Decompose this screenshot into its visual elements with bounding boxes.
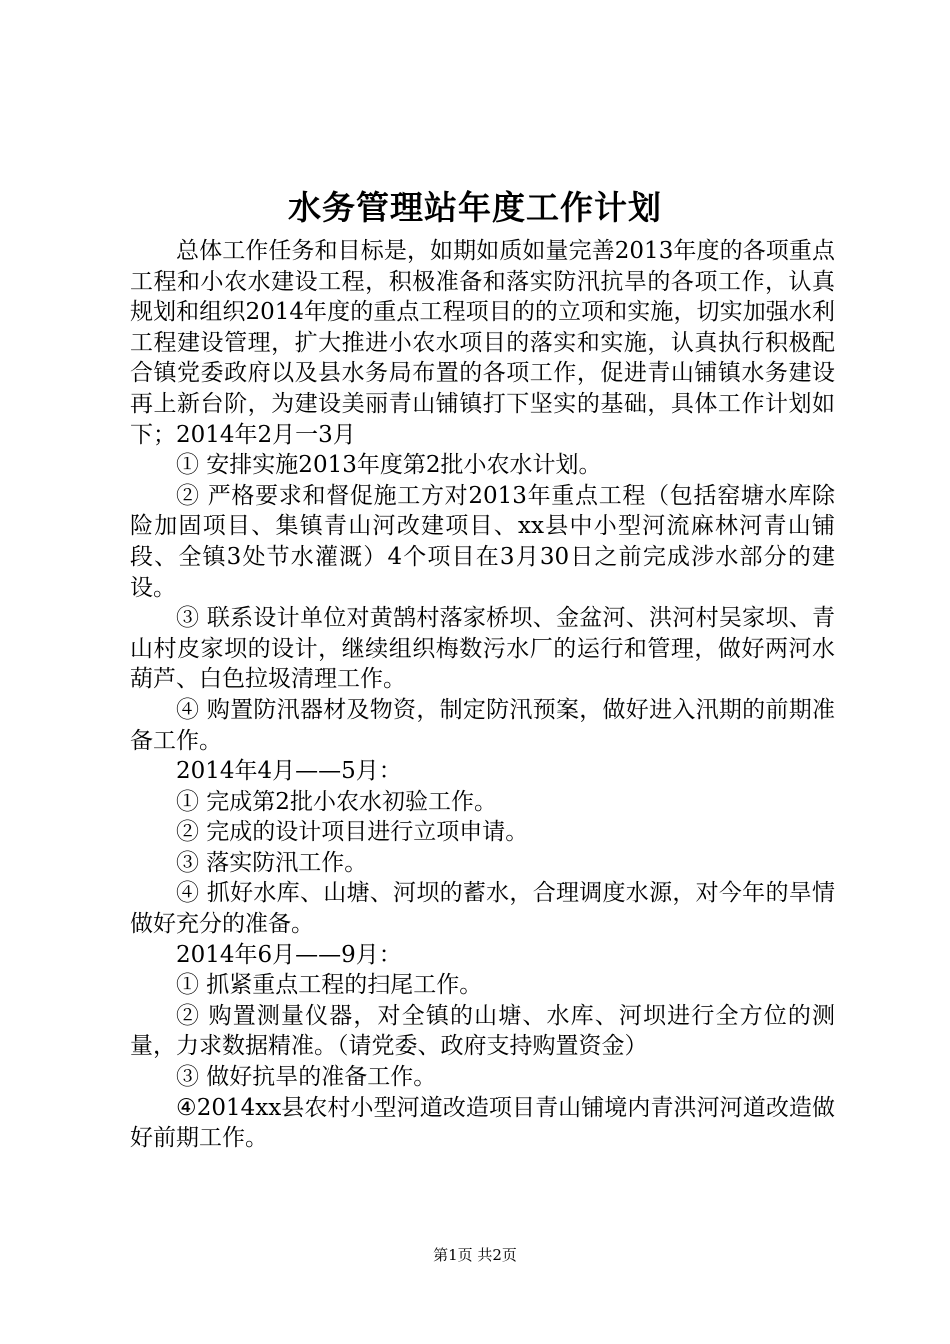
paragraph-item: ① 抓紧重点工程的扫尾工作。 <box>176 972 483 999</box>
paragraph-item: ④ 抓好水库、山塘、河坝的蓄水，合理调度水源，对今年的旱情做好充分的准备。 <box>130 880 835 938</box>
paragraph-item: ③ 落实防汛工作。 <box>176 849 368 876</box>
paragraph-item: ② 严格要求和督促施工方对2013年重点工程（包括窑塘水库除险加固项目、集镇青山河改建项目、xx县中小型河流麻林河青山铺段、全镇3处节水灌溉）4个项目在3月30日之前完成涉水部分的建设。 <box>130 482 835 601</box>
page-footer: 第1页 共2页 <box>433 1246 517 1264</box>
document-body <box>130 236 835 1154</box>
paragraph-item: ① 安排实施2013年度第2批小农水计划。 <box>176 452 602 479</box>
document-title: 水务管理站年度工作计划 <box>288 188 662 227</box>
paragraph-item: ① 完成第2批小农水初验工作。 <box>176 788 497 815</box>
paragraph-item: ④ 购置防汛器材及物资，制定防汛预案，做好进入汛期的前期准备工作。 <box>130 696 835 754</box>
paragraph-item: ③ 联系设计单位对黄鹄村落家桥坝、金盆河、洪河村吴家坝、青山村皮家坝的设计，继续组织梅数污水厂的运行和管理，做好两河水葫芦、白色拉圾清理工作。 <box>130 605 835 693</box>
paragraph-item: ④2014xx县农村小型河道改造项目青山铺境内青洪河河道改造做好前期工作。 <box>130 1094 835 1152</box>
paragraph-item: ② 购置测量仪器，对全镇的山塘、水库、河坝进行全方位的测量，力求数据精准。（请党委、政府支持购置资金） <box>130 1002 835 1060</box>
section-heading: 2014年6月——9月： <box>176 941 402 968</box>
paragraph-item: ③ 做好抗旱的准备工作。 <box>176 1064 437 1091</box>
paragraph-item: ② 完成的设计项目进行立项申请。 <box>176 819 529 846</box>
paragraph-overview: 总体工作任务和目标是，如期如质如量完善2013年度的各项重点工程和小农水建设工程，积极准备和落实防汛抗旱的各项工作，认真规划和组织2014年度的重点工程项目的的立项和实施，切实加强水利工程建设管理，扩大推进小农水项目的落实和实施，认真执行积极配合镇党委政府以及县水务局布置的各项工作，促进青山铺镇水务建设再上新台阶，为建设美丽青山铺镇打下坚实的基础，具体工作计划如下；2014年2月一3月 <box>130 238 835 448</box>
section-heading: 2014年4月——5月： <box>176 758 402 785</box>
